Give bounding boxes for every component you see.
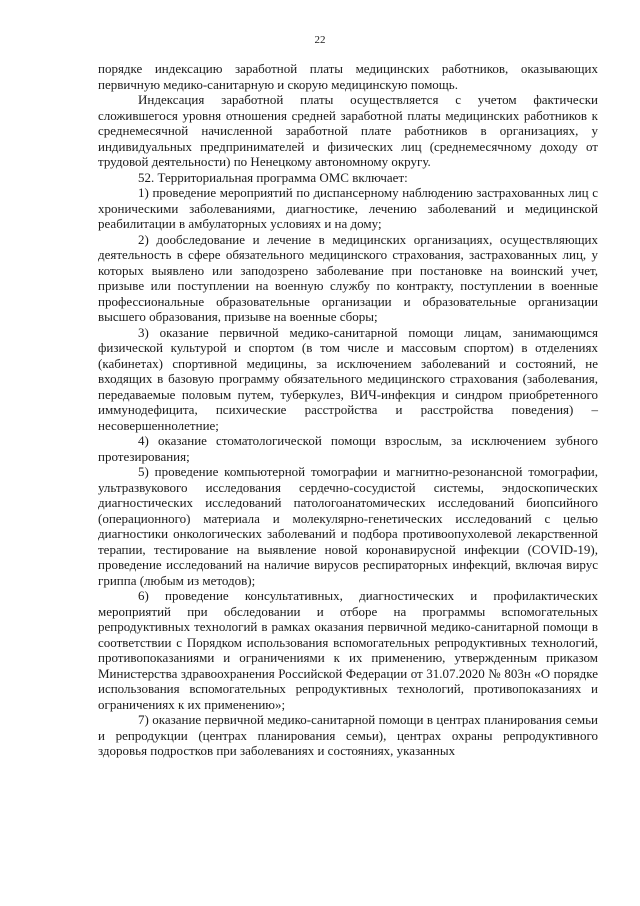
paragraph-salary-indexation: Индексация заработной платы осуществляется с учетом фактически сложившегося уровня отношения средней заработной платы медицинских работников к среднемесячной начисленной заработной плате работников в организациях, у индивидуальных предпринимателей и физических лиц (среднемесячному доходу от трудовой деятельности) по Ненецкому автономному округу. — [98, 92, 598, 169]
document-body — [98, 61, 598, 759]
list-item-5: 5) проведение компьютерной томографии и магнитно-резонансной томографии, ультразвукового исследования сердечно-сосудистой системы, эндоскопических диагностических исследований патологоанатомических исследований биопсийного (операционного) материала и молекулярно-генетических исследований с целью диагностики онкологических заболеваний и подбора противоопухолевой лекарственной терапии, тестирование на выявление новой коронавирусной инфекции (COVID-19), проведение исследований на наличие вирусов респираторных инфекций, включая вирус гриппа (любым из методов); — [98, 464, 598, 588]
paragraph-clause-52: 52. Территориальная программа ОМС включает: — [138, 169, 408, 185]
list-item-1: 1) проведение мероприятий по диспансерному наблюдению застрахованных лиц с хроническими заболеваниями, диагностике, лечению заболеваний и медицинской реабилитации в амбулаторных условиях и на дому; — [98, 185, 598, 231]
list-item-4: 4) оказание стоматологической помощи взрослым, за исключением зубного протезирования; — [98, 433, 598, 464]
list-item-7: 7) оказание первичной медико-санитарной помощи в центрах планирования семьи и репродукции (центрах планирования семьи), центрах охраны репродуктивного здоровья подростков при заболеваниях и состояниях, указанных — [98, 712, 598, 758]
list-item-3: 3) оказание первичной медико-санитарной помощи лицам, занимающимся физической культурой и спортом (в том числе и массовым спортом) в отделениях (кабинетах) спортивной медицины, за исключением заболеваний и состояний, не входящих в базовую программу обязательного медицинского страхования (заболевания, передаваемые половым путем, туберкулез, ВИЧ-инфекция и синдром приобретенного иммунодефицита, психические расстройства и расстройства поведения) – несовершеннолетние; — [98, 324, 598, 433]
paragraph-continuation: порядке индексацию заработной платы медицинских работников, оказывающих первичную медико-санитарную и скорую медицинскую помощь. — [98, 61, 598, 92]
list-item-6: 6) проведение консультативных, диагностических и профилактических мероприятий при обследовании и отборе на программы вспомогательных репродуктивных технологий в рамках оказания первичной медико-санитарной помощи в соответствии с Порядком использования вспомогательных репродуктивных технологий, противопоказаниями и ограничениями к их применению, утвержденным приказом Министерства здравоохранения Российской Федерации от 31.07.2020 № 803н «О порядке использования вспомогательных репродуктивных технологий, противопоказаниях и ограничениях к их применению»; — [98, 588, 598, 712]
list-item-2: 2) дообследование и лечение в медицинских организациях, осуществляющих деятельность в сфере обязательного медицинского страхования, застрахованных лиц, у которых выявлено или заподозрено заболевание при постановке на воинский учет, призыве или поступлении на военную службу по контракту, поступлении в военные профессиональные образовательные организации и образовательные организации высшего образования, призыве на военные сборы; — [98, 231, 598, 324]
page-number: 22 — [314, 34, 326, 46]
